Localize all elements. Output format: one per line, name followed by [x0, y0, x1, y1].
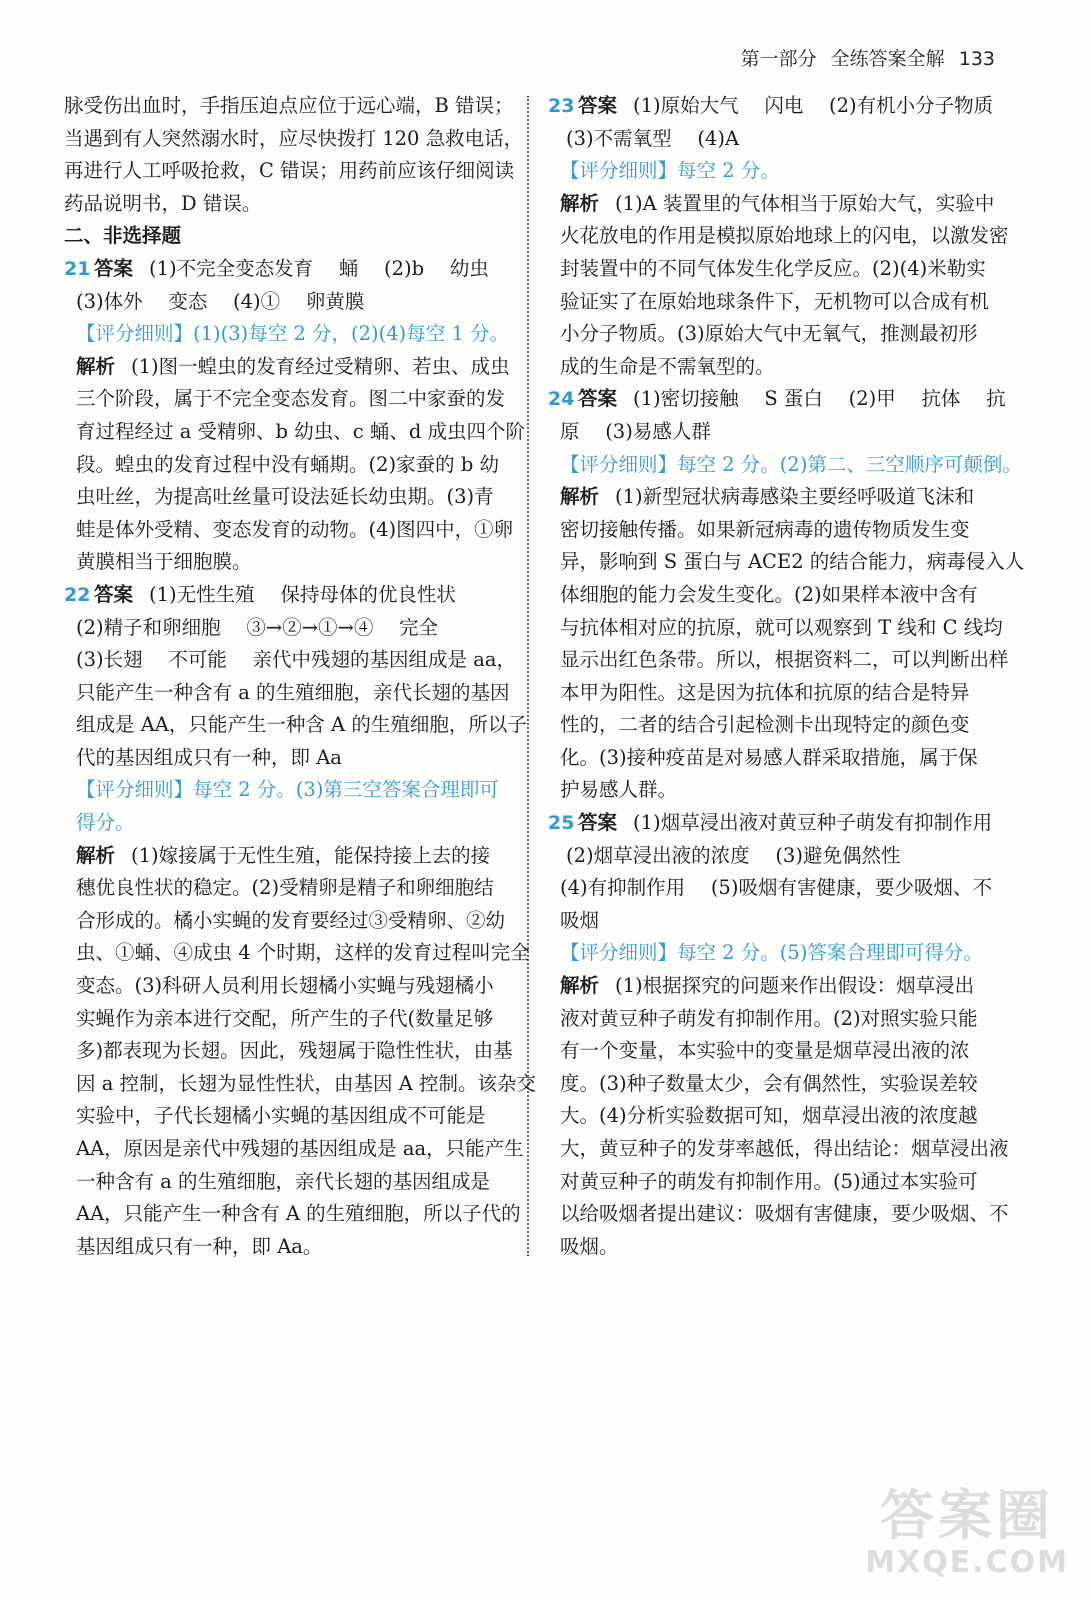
answer-text: (1)原始大气 闪电 (2)有机小分子物质: [633, 94, 994, 117]
page-number: 133: [958, 48, 995, 70]
analysis-tag: 解析: [560, 974, 600, 998]
analysis-text: 对黄豆种子的萌发有抑制作用。(5)通过本实验可: [560, 1169, 978, 1193]
analysis-text: 验证实了在原始地球条件下，无机物可以合成有机: [560, 289, 990, 313]
analysis-text: 虫吐丝，为提高吐丝量可设法延长幼虫期。(3)青: [76, 485, 494, 509]
analysis-text: 封装置中的不同气体发生化学反应。(2)(4)米勒实: [560, 256, 986, 280]
analysis-text: (1)A 装置里的气体相当于原始大气，实验中: [615, 191, 995, 215]
text-line: 再进行人工呼吸抢救，C 错误；用药前应该仔细阅读: [64, 159, 515, 183]
analysis-text: 实蝇作为亲本进行交配，所产生的子代(数量足够: [76, 1006, 494, 1030]
header-section: 第一部分: [740, 48, 817, 70]
answer-text: 原 (3)易感人群: [560, 419, 711, 443]
analysis-text: AA，原因是亲代中残翅的基因组成是 aa，只能产生: [76, 1137, 524, 1160]
answer-text: (3)长翅 不可能 亲代中残翅的基因组成是 aa，: [76, 648, 516, 672]
question-number: 25: [548, 812, 575, 835]
right-column: [548, 90, 1025, 1263]
answer-tag: 答案: [578, 387, 618, 411]
scoring-rules: 【评分细则】(1)(3)每空 2 分，(2)(4)每空 1 分。: [76, 322, 510, 346]
analysis-text: 穗优良性状的稳定。(2)受精卵是精子和卵细胞结: [76, 876, 494, 900]
question-23-answer: [548, 90, 1008, 123]
analysis-text: 与抗体相对应的抗原，就可以观察到 T 线和 C 线均: [560, 615, 1003, 639]
answer-tag: 答案: [578, 811, 618, 835]
question-number: 22: [64, 583, 91, 606]
analysis-text: 蛙是体外受精、变态发育的动物。(4)图四中，①卵: [76, 517, 514, 541]
analysis-line: [548, 188, 1008, 221]
question-number: 21: [64, 257, 91, 280]
analysis-line: [548, 970, 1008, 1003]
analysis-text: 段。蝗虫的发育过程中没有蛹期。(2)家蚕的 b 幼: [76, 452, 500, 476]
answer-text: (1)无性生殖 保持母体的优良性状: [149, 582, 456, 606]
analysis-text: 合形成的。橘小实蝇的发育要经过③受精卵、②幼: [76, 908, 506, 932]
analysis-text: 密切接触传播。如果新冠病毒的遗传物质发生变: [560, 517, 970, 541]
question-25-answer: [548, 807, 1008, 840]
analysis-text: 性的，二者的结合引起检测卡出现特定的颜色变: [560, 713, 970, 737]
analysis-tag: 解析: [560, 191, 600, 215]
analysis-text: 多)都表现为长翅。因此，残翅属于隐性性状，由基: [76, 1039, 513, 1063]
scoring-rules: 得分。: [76, 811, 135, 835]
answer-text: (1)不完全变态发育 蛹 (2)b 幼虫: [149, 256, 489, 280]
analysis-line: [64, 840, 510, 873]
question-22-answer: [64, 579, 510, 612]
answer-tag: 答案: [578, 94, 618, 117]
text-line: 脉受伤出血时，手指压迫点应位于远心端，B 错误；: [64, 94, 514, 117]
answer-text: (3)体外 变态 (4)① 卵黄膜: [76, 289, 365, 313]
analysis-text: 异，影响到 S 蛋白与 ACE2 的结合能力，病毒侵入人: [560, 550, 1025, 574]
answer-text: (1)烟草浸出液对黄豆种子萌发有抑制作用: [633, 811, 993, 835]
analysis-text: 三个阶段，属于不完全变态发育。图二中家蚕的发: [76, 387, 506, 411]
question-number: 23: [548, 95, 575, 117]
analysis-text: 火花放电的作用是模拟原始地球上的闪电，以激发密: [560, 224, 1009, 248]
analysis-text: 成的生命是不需氧型的。: [560, 354, 775, 378]
analysis-text: (1)根据探究的问题来作出假设：烟草浸出: [615, 974, 975, 998]
text-line: 药品说明书，D 错误。: [64, 191, 262, 215]
analysis-text: 虫、①蛹、④成虫 4 个时期，这样的发育过程叫完全: [76, 941, 530, 965]
analysis-text: (1)嫁接属于无性生殖，能保持接上去的接: [131, 843, 491, 867]
section-title: 二、非选择题: [64, 224, 182, 248]
answer-text: (1)密切接触 S 蛋白 (2)甲 抗体 抗: [633, 387, 1006, 411]
analysis-line: [548, 481, 1008, 514]
page-header: [733, 44, 995, 71]
answer-text: (2)精子和卵细胞 ③→②→①→④ 完全: [76, 615, 439, 639]
answer-text: 代的基因组成只有一种，即 Aa: [76, 745, 342, 769]
watermark-url: MXQE.COM: [865, 1545, 1069, 1580]
analysis-text: (1)图一蝗虫的发育经过受精卵、若虫、成虫: [131, 354, 510, 378]
analysis-text: 显示出红色条带。所以，根据资料二，可以判断出样: [560, 648, 1009, 672]
analysis-text: 护易感人群。: [560, 778, 678, 802]
watermark-logo: [865, 1484, 1069, 1580]
scoring-rules: 【评分细则】每空 2 分。: [560, 159, 780, 183]
analysis-text: 本甲为阳性。这是因为抗体和抗原的结合是特异: [560, 680, 970, 704]
analysis-text: 因 a 控制，长翅为显性性状，由基因 A 控制。该杂交: [76, 1071, 537, 1095]
analysis-text: 度。(3)种子数量太少，会有偶然性，实验误差较: [560, 1071, 978, 1095]
answer-tag: 答案: [94, 256, 134, 280]
answer-text: 只能产生一种含有 a 的生殖细胞，亲代长翅的基因: [76, 680, 510, 704]
analysis-text: 液对黄豆种子萌发有抑制作用。(2)对照实验只能: [560, 1006, 978, 1030]
answer-text: 吸烟: [560, 908, 600, 932]
analysis-text: 以给吸烟者提出建议：吸烟有害健康，要少吸烟、不: [560, 1202, 1009, 1226]
header-title: 全练答案全解: [830, 48, 945, 70]
analysis-tag: 解析: [76, 843, 116, 867]
watermark-text: 答案圈: [880, 1484, 1055, 1547]
analysis-tag: 解析: [560, 485, 600, 509]
text-line: 当遇到有人突然溺水时，应尽快拨打 120 急救电话，: [64, 126, 524, 150]
analysis-text: 小分子物质。(3)原始大气中无氧气，推测最初形: [560, 322, 978, 346]
analysis-tag: 解析: [76, 354, 116, 378]
analysis-text: 育过程经过 a 受精卵、b 幼虫、c 蛹、d 成虫四个阶: [76, 419, 526, 443]
analysis-text: 吸烟。: [560, 1234, 619, 1258]
scoring-rules: 【评分细则】每空 2 分。(2)第二、三空顺序可颠倒。: [560, 452, 1022, 476]
question-21-answer: [64, 253, 510, 286]
answer-text: (4)有抑制作用 (5)吸烟有害健康，要少吸烟、不: [560, 876, 992, 900]
analysis-text: 体细胞的能力会发生变化。(2)如果样本液中含有: [560, 582, 978, 606]
analysis-text: AA，只能产生一种含有 A 的生殖细胞，所以子代的: [76, 1202, 521, 1226]
answer-text: (3)不需氧型 (4)A: [566, 126, 740, 150]
analysis-text: 大。(4)分析实验数据可知，烟草浸出液的浓度越: [560, 1104, 978, 1128]
analysis-text: 变态。(3)科研人员利用长翅橘小实蝇与残翅橘小: [76, 974, 494, 998]
left-column: [64, 90, 537, 1263]
analysis-text: 一种含有 a 的生殖细胞，亲代长翅的基因组成是: [76, 1169, 491, 1193]
scoring-rules: 【评分细则】每空 2 分。(3)第三空答案合理即可: [76, 778, 499, 802]
analysis-text: 大，黄豆种子的发芽率越低，得出结论：烟草浸出液: [560, 1137, 1009, 1160]
analysis-text: 黄膜相当于细胞膜。: [76, 550, 252, 574]
analysis-line: [64, 351, 510, 384]
question-24-answer: [548, 383, 1008, 416]
scoring-rules: 【评分细则】每空 2 分。(5)答案合理即可得分。: [560, 941, 983, 965]
answer-text: 组成是 AA，只能产生一种含 A 的生殖细胞，所以子: [76, 713, 527, 737]
question-number: 24: [548, 388, 575, 411]
analysis-text: 实验中，子代长翅橘小实蝇的基因组成不可能是: [76, 1104, 486, 1128]
answer-text: (2)烟草浸出液的浓度 (3)避免偶然性: [566, 843, 901, 867]
analysis-text: 基因组成只有一种，即 Aa。: [76, 1234, 323, 1258]
analysis-text: 化。(3)接种疫苗是对易感人群采取措施，属于保: [560, 745, 978, 769]
analysis-text: (1)新型冠状病毒感染主要经呼吸道飞沫和: [615, 485, 975, 509]
answer-tag: 答案: [94, 582, 134, 606]
analysis-text: 有一个变量，本实验中的变量是烟草浸出液的浓: [560, 1039, 970, 1063]
